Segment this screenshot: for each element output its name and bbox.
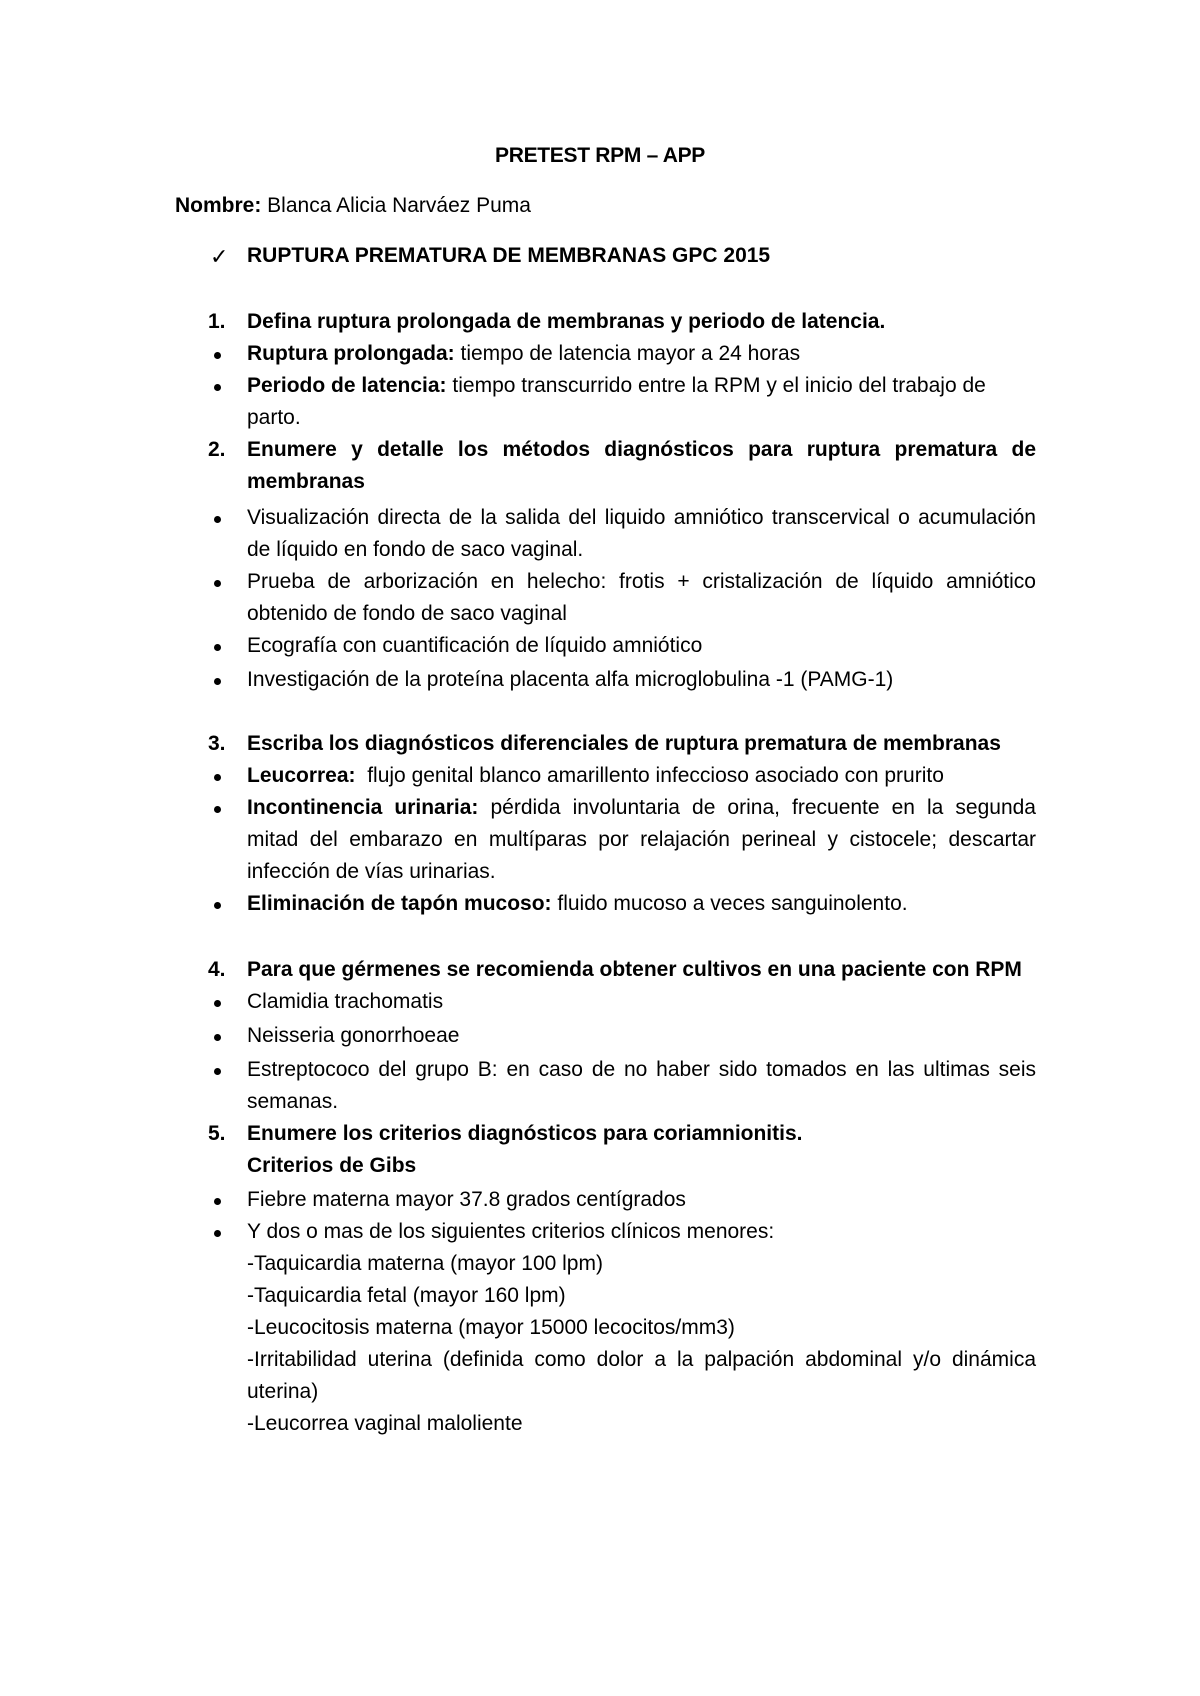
student-name-line — [175, 190, 531, 222]
bullet-icon — [214, 774, 221, 781]
q5-answer-1: Fiebre materna mayor 37.8 grados centígrados — [247, 1188, 686, 1211]
bullet-icon — [214, 1068, 221, 1075]
q5-criterion-3: -Leucocitosis materna (mayor 15000 lecocitos/mm3) — [247, 1316, 735, 1339]
question-1-text: Defina ruptura prolongada de membranas y periodo de latencia. — [247, 310, 886, 333]
bullet-icon — [214, 678, 221, 685]
question-4-number: 4. — [208, 958, 226, 981]
bullet-icon — [214, 1034, 221, 1041]
q1-answer-1-text: tiempo de latencia mayor a 24 horas — [454, 342, 801, 365]
bullet-icon — [214, 644, 221, 651]
q4-answer-3: Estreptococo del grupo B: en caso de no haber sido tomados en las ultimas seis — [247, 1058, 1036, 1081]
q3-answer-2 — [247, 792, 1036, 824]
question-5-number: 5. — [208, 1122, 226, 1145]
bullet-icon — [214, 902, 221, 909]
q4-answer-3-cont: semanas. — [247, 1090, 339, 1113]
question-3-number: 3. — [208, 732, 226, 755]
q4-answer-2: Neisseria gonorrhoeae — [247, 1024, 460, 1047]
q2-answer-1-cont: de líquido en fondo de saco vaginal. — [247, 538, 584, 561]
document-title: PRETEST RPM – APP — [495, 144, 705, 167]
section-header: RUPTURA PREMATURA DE MEMBRANAS GPC 2015 — [247, 244, 771, 267]
q2-answer-1: Visualización directa de la salida del liquido amniótico transcervical o acumulación — [247, 506, 1036, 529]
question-5-subheading: Criterios de Gibs — [247, 1154, 417, 1177]
bullet-icon — [214, 352, 221, 359]
q3-answer-2-cont-1: mitad del embarazo en multíparas por relajación perineal y cistocele; descartar — [247, 828, 1036, 851]
q5-criterion-4: -Irritabilidad uterina (definida como dolor a la palpación abdominal y/o dinámica — [247, 1348, 1036, 1371]
bullet-icon — [214, 1230, 221, 1237]
name-value: Blanca Alicia Narváez Puma — [261, 194, 531, 217]
question-2-number: 2. — [208, 438, 226, 461]
q3-answer-3-text: fluido mucoso a veces sanguinolento. — [551, 892, 908, 915]
bullet-icon — [214, 516, 221, 523]
q4-answer-1: Clamidia trachomatis — [247, 990, 444, 1013]
name-label: Nombre: — [175, 194, 262, 217]
q5-criterion-5: -Leucorrea vaginal maloliente — [247, 1412, 523, 1435]
checkmark-icon: ✓ — [210, 245, 229, 270]
q2-answer-2: Prueba de arborización en helecho: frotis + cristalización de líquido amniótico — [247, 570, 1036, 593]
q5-criterion-1: -Taquicardia materna (mayor 100 lpm) — [247, 1252, 603, 1275]
question-5-text: Enumere los criterios diagnósticos para coriamnionitis. — [247, 1122, 803, 1145]
q3-answer-3-label: Eliminación de tapón mucoso: — [247, 892, 552, 915]
question-1-number: 1. — [208, 310, 226, 333]
question-3-text: Escriba los diagnósticos diferenciales de ruptura prematura de membranas — [247, 732, 1001, 755]
bullet-icon — [214, 384, 221, 391]
q3-answer-2-cont-2: infección de vías urinarias. — [247, 860, 496, 883]
question-4-text: Para que gérmenes se recomienda obtener cultivos en una paciente con RPM — [247, 958, 1022, 981]
q3-answer-1-text: flujo genital blanco amarillento infeccioso asociado con prurito — [355, 764, 944, 787]
q3-answer-2-label: Incontinencia urinaria: — [247, 796, 479, 819]
q1-answer-2-cont: parto. — [247, 406, 301, 429]
q5-criterion-2: -Taquicardia fetal (mayor 160 lpm) — [247, 1284, 566, 1307]
q1-answer-2 — [247, 370, 986, 402]
q3-answer-1-label: Leucorrea: — [247, 764, 356, 787]
q2-answer-4: Investigación de la proteína placenta alfa microglobulina -1 (PAMG-1) — [247, 668, 894, 691]
q1-answer-1-label: Ruptura prolongada: — [247, 342, 455, 365]
question-2-text-cont: membranas — [247, 470, 365, 493]
q3-answer-2-text: pérdida involuntaria de orina, frecuente en la segunda — [478, 796, 1036, 819]
bullet-icon — [214, 1000, 221, 1007]
q1-answer-2-text: tiempo transcurrido entre la RPM y el inicio del trabajo de — [446, 374, 986, 397]
q1-answer-1 — [247, 338, 800, 370]
bullet-icon — [214, 1198, 221, 1205]
q5-criterion-4-cont: uterina) — [247, 1380, 319, 1403]
q3-answer-1 — [247, 760, 944, 792]
bullet-icon — [214, 806, 221, 813]
q3-answer-3 — [247, 888, 908, 920]
q5-answer-2: Y dos o mas de los siguientes criterios clínicos menores: — [247, 1220, 775, 1243]
question-2-text: Enumere y detalle los métodos diagnósticos para ruptura prematura de — [247, 438, 1036, 461]
q2-answer-2-cont: obtenido de fondo de saco vaginal — [247, 602, 567, 625]
q1-answer-2-label: Periodo de latencia: — [247, 374, 447, 397]
bullet-icon — [214, 580, 221, 587]
q2-answer-3: Ecografía con cuantificación de líquido amniótico — [247, 634, 703, 657]
